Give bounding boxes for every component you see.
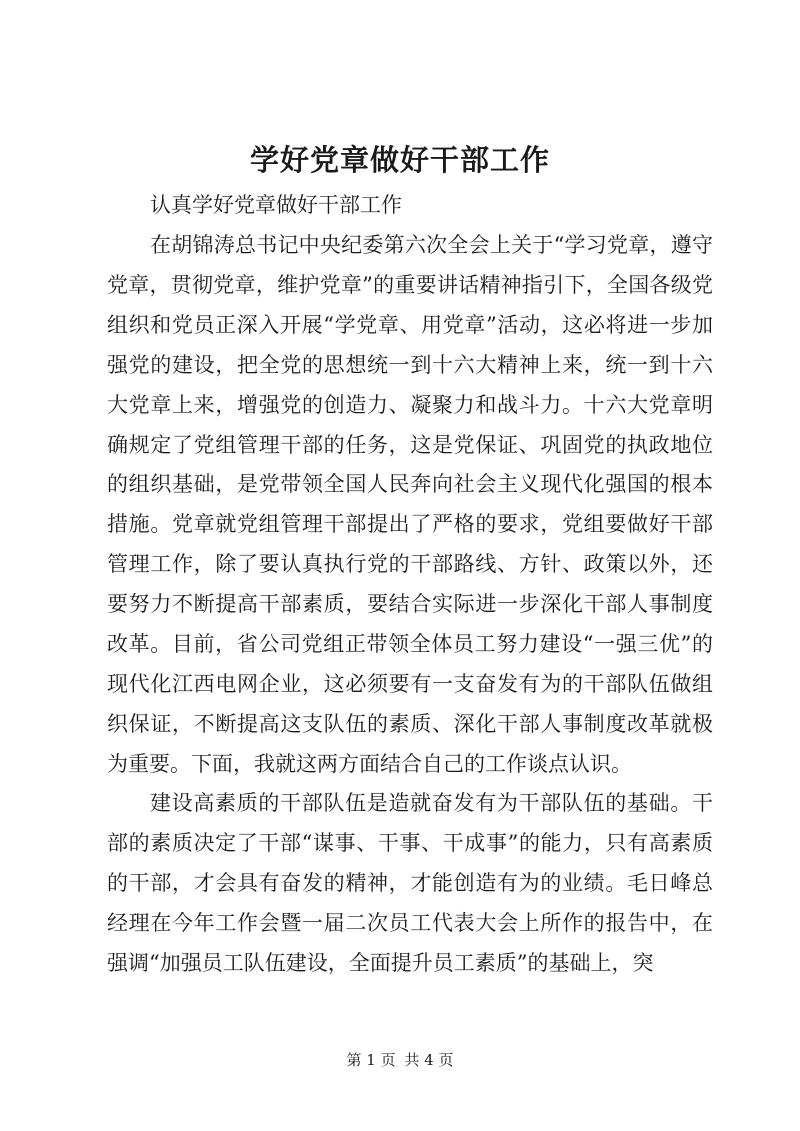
document-title: 学好党章做好干部工作 [249, 143, 550, 177]
page-total: 共 4 页 [404, 1051, 454, 1069]
paragraph-1: 在胡锦涛总书记中央纪委第六次全会上关于“学习党章，遵守党章，贯彻党章，维护党章”的重要讲话精神指引下，全国各级党组织和党员正深入开展“学党章、用党章”活动，这必将进一步加强党的建设，把全党的思想统一到十六大精神上来，统一到十六大党章上来，增强党的创造力、凝聚力和战斗力。十六大党章明确规定了党组管理干部的任务，这是党保证、巩固党的执政地位的组织基础，是党带领全国人民奔向社会主义现代化强国的根本措施。党章就党组管理干部提出了严格的要求，党组要做好干部管理工作，除了要认真执行党的干部路线、方针、政策以外，还要努力不断提高干部素质，要结合实际进一步深化干部人事制度改革。目前，省公司党组正带领全体员工努力建设“一强三优”的现代化江西电网企业，这必须要有一支奋发有为的干部队伍做组织保证，不断提高这支队伍的素质、深化干部人事制度改革就极为重要。下面，我就这两方面结合自己的工作谈点认识。 [107, 233, 713, 776]
page-footer [0, 1050, 800, 1070]
page-number: 第 1 页 [346, 1051, 396, 1069]
paragraph-2: 建设高素质的干部队伍是造就奋发有为干部队伍的基础。干部的素质决定了干部“谋事、干事、干成事”的能力，只有高素质的干部，才会具有奋发的精神，才能创造有为的业绩。毛日峰总经理在今年工作会暨一届二次员工代表大会上所作的报告中，在强调“加强员工队伍建设，全面提升员工素质”的基础上，突 [107, 791, 713, 975]
document-subtitle: 认真学好党章做好干部工作 [150, 193, 402, 217]
